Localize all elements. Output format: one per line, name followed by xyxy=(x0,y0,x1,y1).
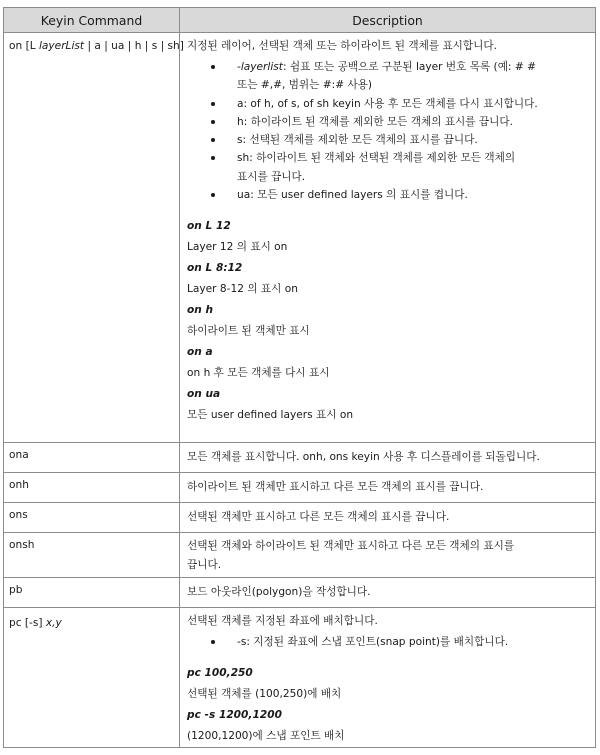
list-item xyxy=(211,633,589,651)
example-command: on L 12 xyxy=(187,220,231,233)
example-command: pc -s 1200,1200 xyxy=(187,709,282,722)
list-item-continuation: 또는 #,#, 범위는 #:# 사용) xyxy=(237,79,373,92)
option-list xyxy=(187,58,589,204)
header-keyin-command: Keyin Command xyxy=(4,8,180,33)
list-item-text: s: 선택된 객체를 제외한 모든 객체의 표시를 끕니다. xyxy=(237,134,478,147)
example-block xyxy=(187,216,589,426)
example-command: on h xyxy=(187,304,214,317)
table-row xyxy=(4,503,596,533)
header-description: Description xyxy=(180,8,596,33)
keyin-cell: ons xyxy=(4,503,180,533)
description-cell xyxy=(180,533,596,578)
bullet-icon xyxy=(211,640,215,644)
table-row xyxy=(4,33,596,443)
example-command: on a xyxy=(187,346,213,359)
list-item-text: sh: 하이라이트 된 객체와 선택된 객체를 제외한 모든 객체의 xyxy=(237,152,516,165)
description-cell xyxy=(180,608,596,748)
list-item-continuation: 표시를 끕니다. xyxy=(237,170,306,183)
table-row xyxy=(4,443,596,473)
example-description: Layer 12 의 표시 on xyxy=(187,241,288,254)
example-description: 모든 user defined layers 표시 on xyxy=(187,409,354,422)
bullet-icon xyxy=(211,156,215,160)
description-cell xyxy=(180,33,596,443)
keyin-cell: onh xyxy=(4,473,180,503)
description-text: 선택된 객체와 하이라이트 된 객체만 표시하고 다른 모든 객체의 표시를 xyxy=(187,540,515,552)
list-item xyxy=(211,186,589,204)
keyin-cell: pb xyxy=(4,578,180,608)
example-command: on ua xyxy=(187,388,221,401)
example-description: 선택된 객체를 (100,250)에 배치 xyxy=(187,688,342,701)
table-row xyxy=(4,608,596,748)
description-text: 지정된 레이어, 선택된 객체 또는 하이라이트 된 객체를 표시합니다. xyxy=(187,40,497,52)
bullet-icon xyxy=(211,65,215,69)
table-row xyxy=(4,578,596,608)
example-block xyxy=(187,663,589,747)
example-description: on h 후 모든 객체를 다시 표시 xyxy=(187,367,330,380)
list-item xyxy=(211,95,589,113)
bullet-icon xyxy=(211,120,215,124)
list-item-text: ua: 모든 user defined layers 의 표시를 켭니다. xyxy=(237,189,468,202)
option-list xyxy=(187,633,589,651)
keyin-cell: onsh xyxy=(4,533,180,578)
description-continuation: 끕니다. xyxy=(187,559,222,571)
example-description: Layer 8-12 의 표시 on xyxy=(187,283,298,296)
table-row xyxy=(4,533,596,578)
list-item xyxy=(211,58,589,95)
keyin-command-table xyxy=(3,7,596,748)
example-command: on L 8:12 xyxy=(187,262,243,275)
list-item-text: a: of h, of s, of sh keyin 사용 후 모든 객체를 다시 표시합니다. xyxy=(237,97,538,110)
table-row xyxy=(4,473,596,503)
list-item-text: h: 하이라이트 된 객체를 제외한 모든 객체의 표시를 끕니다. xyxy=(237,115,513,128)
list-item-text: -layerlist: 쉼표 또는 공백으로 구분된 layer 번호 목록 (예: # # xyxy=(237,61,536,73)
list-item-text: -s: 지정된 좌표에 스냅 포인트(snap point)를 배치합니다. xyxy=(237,636,509,648)
keyin-cell xyxy=(4,33,184,443)
example-command: pc 100,250 xyxy=(187,667,253,680)
list-item xyxy=(211,131,589,149)
table-header-row xyxy=(4,8,596,33)
example-description: (1200,1200)에 스냅 포인트 배치 xyxy=(187,730,345,743)
keyin-cell: ona xyxy=(4,443,180,473)
bullet-icon xyxy=(211,193,215,197)
example-description: 하이라이트 된 객체만 표시 xyxy=(187,325,310,338)
keyin-cell xyxy=(4,608,180,748)
description-cell: 모든 객체를 표시합니다. onh, ons keyin 사용 후 디스플레이를 되돌립니다. xyxy=(180,443,596,473)
description-cell: 보드 아웃라인(polygon)을 작성합니다. xyxy=(180,578,596,608)
keyin-command-on: on [L layerList | a | ua | h | s | sh] xyxy=(9,40,184,52)
keyin-command-pc: pc [-s] x,y xyxy=(9,617,62,629)
description-text: 선택된 객체를 지정된 좌표에 배치합니다. xyxy=(187,615,378,627)
description-cell: 하이라이트 된 객체만 표시하고 다른 모든 객체의 표시를 끕니다. xyxy=(180,473,596,503)
bullet-icon xyxy=(211,138,215,142)
list-item xyxy=(211,113,589,131)
bullet-icon xyxy=(211,102,215,106)
list-item xyxy=(211,149,589,186)
description-cell: 선택된 객체만 표시하고 다른 모든 객체의 표시를 끕니다. xyxy=(180,503,596,533)
